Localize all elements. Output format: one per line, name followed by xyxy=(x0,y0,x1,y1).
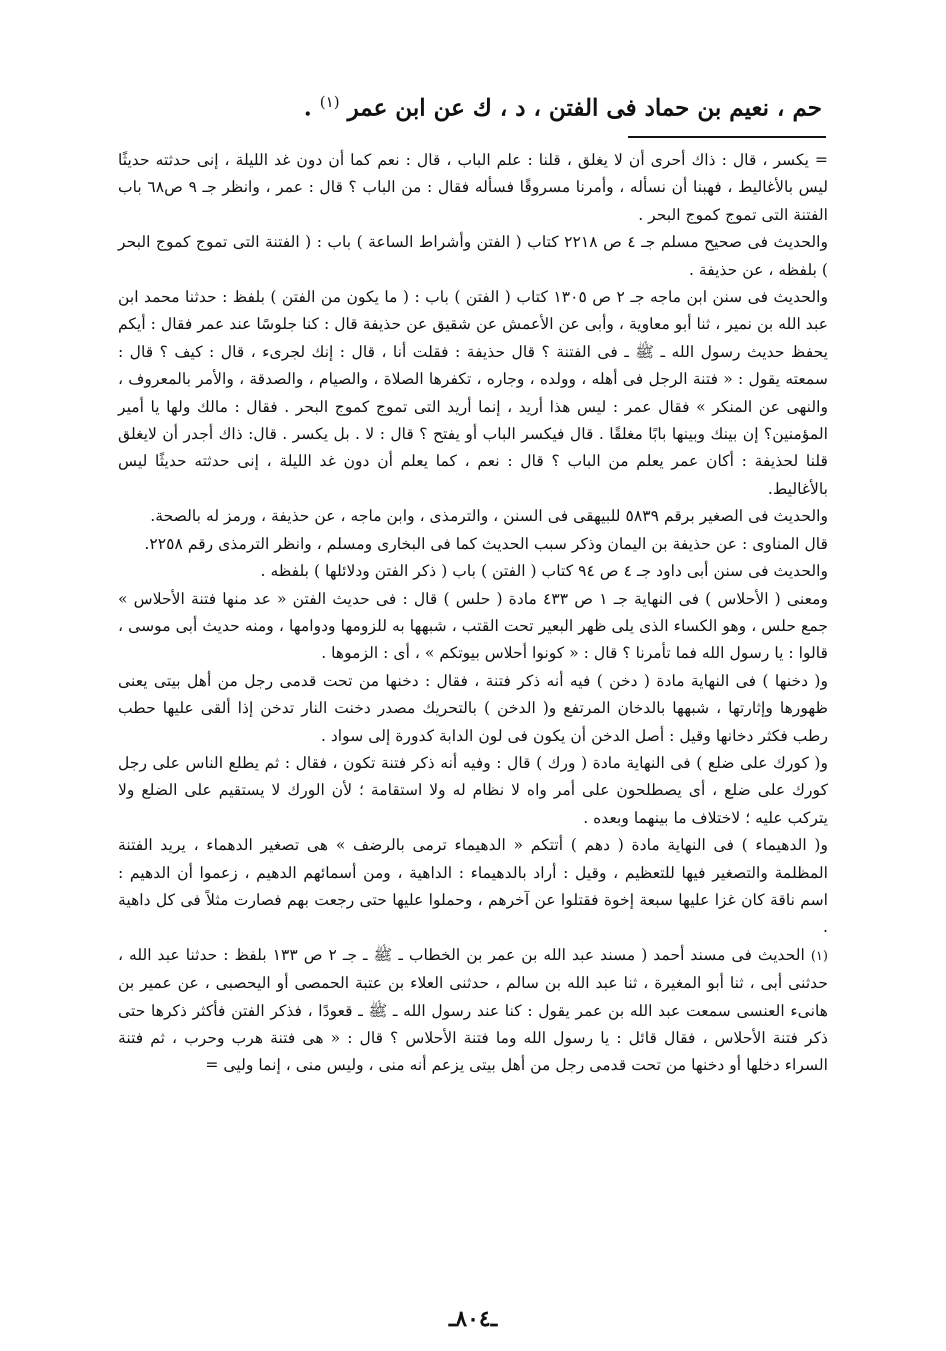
footnote-body xyxy=(118,147,828,1080)
paragraph: والحديث فى صحيح مسلم جـ ٤ ص ٢٢١٨ كتاب ( الفتن وأشراط الساعة ) باب : ( الفتنة التى تموج كموج البحر ) بلفظه ، عن حذيفة . xyxy=(118,233,828,279)
page-number: ـ٨٠٤ـ xyxy=(448,1306,498,1332)
paragraph: = يكسر ، قال : ذاك أحرى أن لا يغلق ، قلنا : علم الباب ، قال : نعم كما أن دون غد الليلة ، إنى حدثته حديثًا ليس بالأغاليط ، فهبنا أن نسأله ، وأمرنا مسروقًا فسأله فقال : من الباب ؟ قال : عمر ، وانظر جـ ٩ ص٦٨ باب الفتنة التى تموج كموج البحر . xyxy=(118,151,829,224)
paragraph: و( الدهيماء ) فى النهاية مادة ( دهم ) أتتكم « الدهيماء ترمى بالرضف » هى تصغير الدهماء ، يريد الفتنة المظلمة والتصغير فيها للتعظيم ، وقيل : أراد بالدهيماء : الداهية ، ومن أسمائهم الدهيم ، زعموا أن الدهيم : اسم ناقة كان غزا عليها سبعة إخوة فقتلوا عن آخرهم ، وحملوا عليها حتى رجعت بهم فصارت مثلاً فى كل داهية . xyxy=(118,836,828,937)
footnote-reference: (١) xyxy=(319,93,340,111)
paragraph: قال المناوى : عن حذيفة بن اليمان وذكر سبب الحديث كما فى البخارى ومسلم ، وانظر الترمذى رقم ٢٢٥٨. xyxy=(144,534,828,553)
paragraph: والحديث فى الصغير برقم ٥٨٣٩ للبيهقى فى السنن ، والترمذى ، وابن ماجه ، عن حذيفة ، ورمز له بالصحة. xyxy=(150,507,828,526)
footnote-paragraph xyxy=(118,942,828,1080)
paragraph: و( كورك على ضلع ) فى النهاية مادة ( ورك ) قال : وفيه أنه ذكر فتنة تكون ، فقال : ثم يطلع الناس على رجل كورك على ضلع ، أى يصطلحون على أمر واه لا نظام له ولا استقامة ؛ لأن الورك لا يستقيم على الضلع ولا يتركب عليه ؛ لاختلاف ما بينهما وبعده . xyxy=(118,753,828,827)
paragraph: و( دخنها ) فى النهاية مادة ( دخن ) فيه أنه ذكر فتنة ، فقال : دخنها من تحت قدمى رجل من أهل بيتى يعنى ظهورها وإثارتها ، شبهها بالدخان المرتفع و( الدخن ) بالتحريك مصدر دخنت النار تدخن إذا ألقى عليها حطب رطب فكثر دخانها وقيل : أصل الدخن أن يكون فى لون الدابة كدورة إلى سواد . xyxy=(118,671,828,745)
footnote-text: الحديث فى مسند أحمد ( مسند عبد الله بن عمر بن الخطاب ـ ﷺ ـ جـ ٢ ص ١٣٣ بلفظ : حدثنا عبد الله ، حدثنى أبى ، ثنا أبو المغيرة ، ثنا عبد الله بن سالم ، حدثنى العلاء بن عتبة الحمصى أو اليحصبى ، عن عمير بن هانىء العنسى سمعت عبد الله بن عمر يقول : كنا عند رسول الله ـ ﷺ ـ قعودًا ، فذكر الفتن فأكثر ذكرها حتى ذكر فتنة الأحلاس ، فقال قائل : يا رسول الله وما فتنة الأحلاس ؟ قال : « هى فتنة هرب وحرب ، ثم فتنة السراء دخلها أو دخنها من تحت قدمى رجل من أهل بيتى يزعم أنه منى ، وليس منى ، إنما وليى = xyxy=(118,945,828,1075)
paragraph: والحديث فى سنن ابن ماجه جـ ٢ ص ١٣٠٥ كتاب ( الفتن ) باب : ( ما يكون من الفتن ) بلفظ : حدثنا محمد ابن عبد الله بن نمير ، ثنا أبو معاوية ، وأبى عن الأعمش عن شقيق عن حذيفة قال : كنا جلوسًا عند عمر فقال : أيكم يحفظ حديث رسول الله ـ ﷺ ـ فى الفتنة ؟ قال حذيفة : فقلت أنا ، قال : إنك لجرىء ، قال : كيف ؟ قال : سمعته يقول : « فتنة الرجل فى أهله ، وولده ، وجاره ، تكفرها الصلاة ، والصيام ، والصدقة ، والأمر بالمعروف ، والنهى عن المنكر » فقال عمر : ليس هذا أريد ، إنما أريد التى تموج كموج البحر . فقال : مالك ولها يا أمير المؤمنين؟ إن بينك وبينها بابًا مغلقًا . قال فيكسر الباب أو يفتح ؟ قال : لا . بل يكسر . قال: ذاك أجدر أن لايغلق قلنا لحذيفة : أكان عمر يعلم من الباب ؟ قال : نعم ، كما يعلم أن دون غد الليلة ، إنى حدثته حديثًا ليس بالأغاليط. xyxy=(118,288,828,498)
paragraph: ومعنى ( الأحلاس ) فى النهاية جـ ١ ص ٤٣٣ مادة ( حلس ) قال : فى حديث الفتن « عد منها فتنة الأحلاس » جمع حلس ، وهو الكساء الذى يلى ظهر البعير تحت القتب ، شبهها به للزومها ودوامها ، ومنه حديث أبى موسى ، قالوا : يا رسول الله فما تأمرنا ؟ قال : « كونوا أحلاس بيوتكم » ، أى : الزموها . xyxy=(118,589,828,663)
footnote-marker: (١) xyxy=(810,948,828,964)
page-header xyxy=(300,82,822,129)
header-divider xyxy=(628,136,826,138)
header-trailing: . xyxy=(303,94,320,122)
paragraph: والحديث فى سنن أبى داود جـ ٤ ص ٩٤ كتاب ( الفتن ) باب ( ذكر الفتن ودلائلها ) بلفظه . xyxy=(260,562,828,581)
header-title: حم ، نعيم بن حماد فى الفتن ، د ، ك عن ابن عمر xyxy=(347,94,822,122)
